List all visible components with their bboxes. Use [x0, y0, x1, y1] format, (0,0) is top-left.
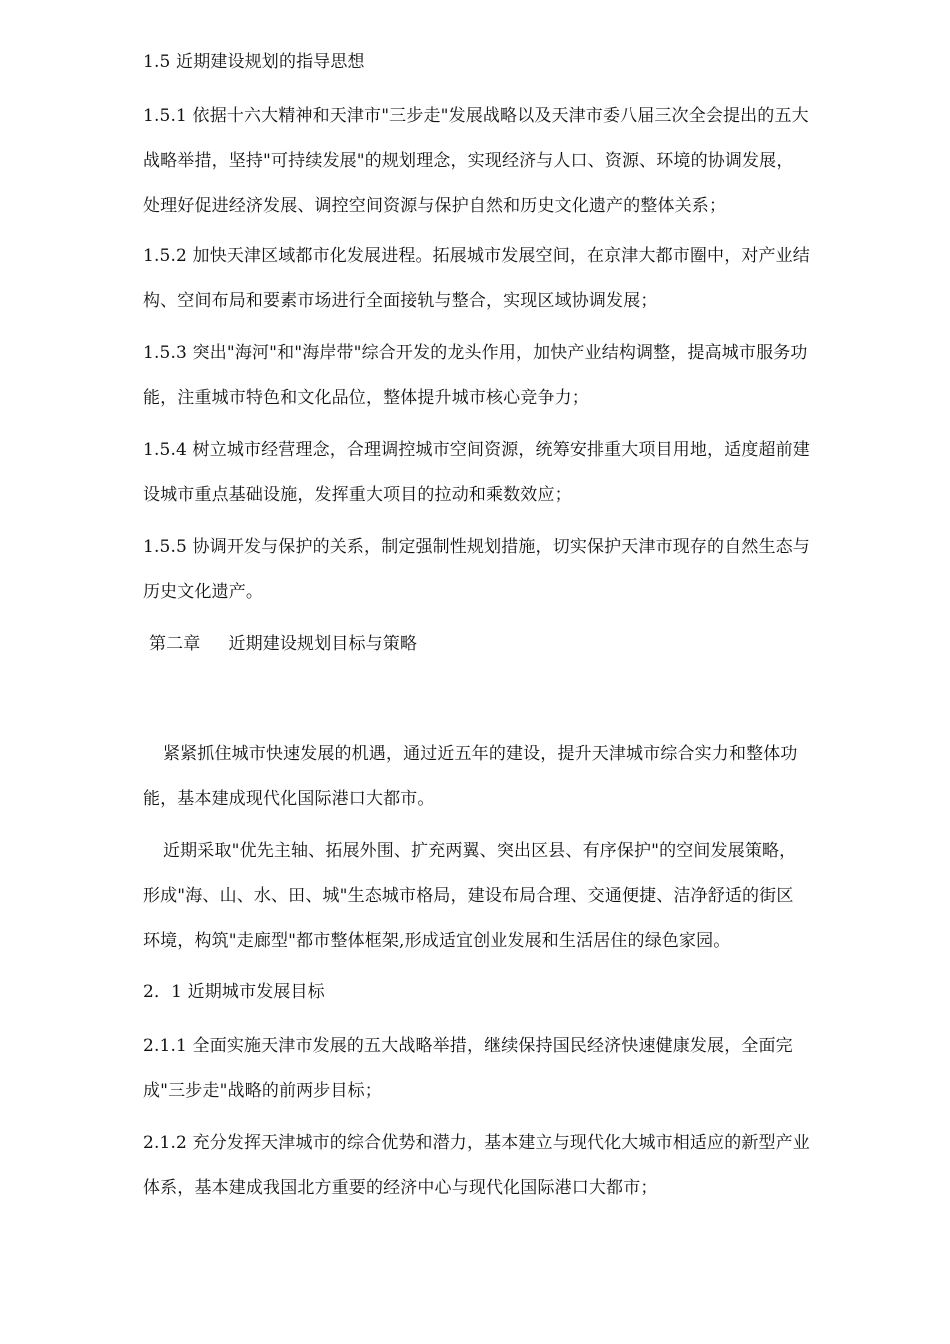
- paragraph-line: 近期采取"优先主轴、拓展外围、扩充两翼、突出区县、有序保护"的空间发展策略，: [163, 841, 797, 861]
- section-heading-1-5: [143, 40, 883, 85]
- paragraph-line: 历史文化遗产。: [143, 582, 264, 602]
- paragraph-line: 能，注重城市特色和文化品位，整体提升城市核心竞争力；: [143, 388, 589, 408]
- paragraph-line: 2.1.1 全面实施天津市发展的五大战略举措，继续保持国民经济快速健康发展，全面完: [143, 1036, 793, 1056]
- paragraph-line: 1.5.3 突出"海河"和"海岸带"综合开发的龙头作用，加快产业结构调整，提高城市服务功: [143, 343, 808, 363]
- chapter-heading: [149, 622, 889, 667]
- paragraph-line: 战略举措，坚持"可持续发展"的规划理念，实现经济与人口、资源、环境的协调发展，: [143, 151, 794, 171]
- paragraph-1-5-4: [143, 428, 883, 518]
- paragraph-line: 1.5.2 加快天津区域都市化发展进程。拓展城市发展空间，在京津大都市圈中，对产业结: [143, 246, 810, 266]
- paragraph-1-5-5: [143, 525, 883, 615]
- chapter-number: 第二章: [149, 634, 201, 654]
- paragraph-2-1-2: [143, 1121, 883, 1211]
- paragraph-line: 构、空间布局和要素市场进行全面接轨与整合，实现区域协调发展；: [143, 291, 658, 311]
- heading-text: 1.5 近期建设规划的指导思想: [143, 52, 365, 72]
- paragraph-line: 1.5.1 依据十六大精神和天津市"三步走"发展战略以及天津市委八届三次全会提出的五大: [143, 106, 809, 126]
- paragraph-line: 环境，构筑"走廊型"都市整体框架,形成适宜创业发展和生活居住的绿色家园。: [143, 931, 731, 951]
- paragraph-line: 2.1.2 充分发挥天津城市的综合优势和潜力，基本建立与现代化大城市相适应的新型产业: [143, 1133, 810, 1153]
- paragraph-line: 紧紧抓住城市快速发展的机遇，通过近五年的建设，提升天津城市综合实力和整体功: [163, 744, 798, 764]
- section-heading-2-1: [143, 970, 883, 1015]
- paragraph-1-5-2: [143, 234, 883, 324]
- paragraph-2-1-1: [143, 1024, 883, 1114]
- chapter-title: 近期建设规划目标与策略: [228, 634, 418, 654]
- paragraph-line: 能，基本建成现代化国际港口大都市。: [143, 789, 435, 809]
- paragraph-line: 体系，基本建成我国北方重要的经济中心与现代化国际港口大都市；: [143, 1178, 658, 1198]
- paragraph-line: 1.5.4 树立城市经营理念，合理调控城市空间资源，统筹安排重大项目用地，适度超前建: [143, 440, 810, 460]
- paragraph-line: 处理好促进经济发展、调控空间资源与保护自然和历史文化遗产的整体关系；: [143, 196, 727, 216]
- paragraph-line: 成"三步走"战略的前两步目标；: [143, 1081, 382, 1101]
- heading-text: 2．1 近期城市发展目标: [143, 982, 325, 1002]
- paragraph-line: 1.5.5 协调开发与保护的关系，制定强制性规划措施，切实保护天津市现存的自然生态与: [143, 537, 810, 557]
- paragraph-intro-1: [143, 732, 883, 822]
- paragraph-line: 设城市重点基础设施，发挥重大项目的拉动和乘数效应；: [143, 485, 572, 505]
- paragraph-line: 形成"海、山、水、田、城"生态城市格局，建设布局合理、交通便捷、洁净舒适的街区: [143, 886, 794, 906]
- paragraph-1-5-3: [143, 331, 883, 421]
- paragraph-intro-2: [143, 829, 883, 964]
- paragraph-1-5-1: [143, 94, 883, 229]
